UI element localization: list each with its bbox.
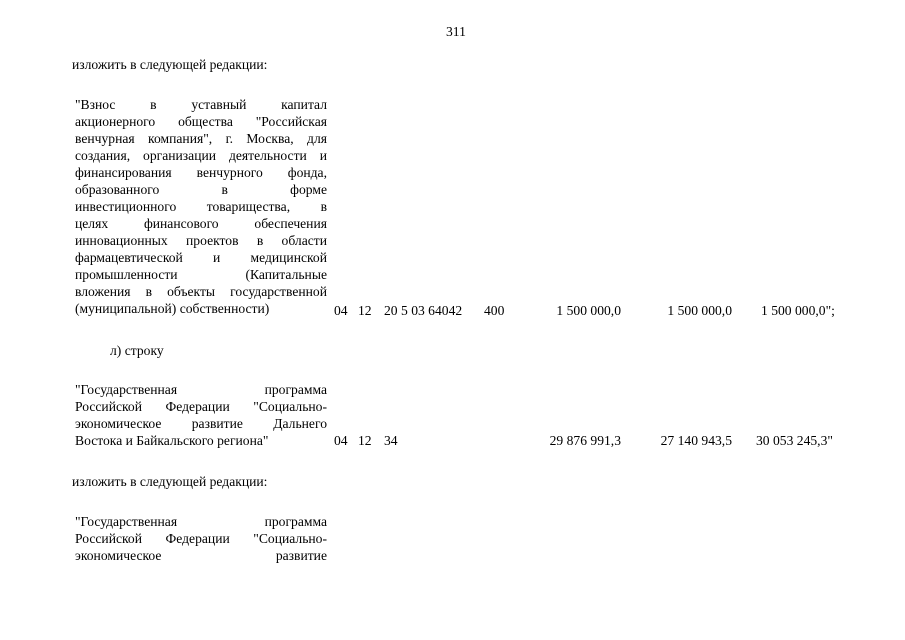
intro-text: изложить в следующей редакции: bbox=[72, 57, 268, 72]
desc-line: Востока и Байкальского региона" bbox=[75, 433, 269, 448]
desc-line: финансирования венчурного фонда, bbox=[75, 165, 327, 180]
row-2-sum-2: 27 140 943,5 bbox=[660, 433, 732, 448]
row-1-sum-2: 1 500 000,0 bbox=[667, 303, 732, 318]
desc-line: инновационных проектов в области bbox=[75, 233, 327, 248]
desc-line: Российской Федерации "Социально- bbox=[75, 399, 327, 414]
desc-line: образованного в форме bbox=[75, 182, 327, 197]
desc-line: экономическое развитие Дальнего bbox=[75, 416, 327, 431]
desc-line: фармацевтической и медицинской bbox=[75, 250, 327, 265]
desc-line: промышленности (Капитальные bbox=[75, 267, 327, 282]
row-1-sum-3: 1 500 000,0"; bbox=[761, 303, 835, 318]
desc-line: инвестиционного товарищества, в bbox=[75, 199, 327, 214]
intro-text-2: изложить в следующей редакции: bbox=[72, 474, 268, 489]
row-2-csr: 34 bbox=[384, 433, 398, 448]
desc-line: Российской Федерации "Социально- bbox=[75, 531, 327, 546]
row-1-csr: 20 5 03 64042 bbox=[384, 303, 463, 318]
row-1-sum-1: 1 500 000,0 bbox=[556, 303, 621, 318]
row-3-description bbox=[75, 513, 327, 564]
desc-line: (муниципальной) собственности) bbox=[75, 301, 270, 316]
row-2-pr: 12 bbox=[358, 433, 372, 448]
desc-line: целях финансового обеспечения bbox=[75, 216, 327, 231]
desc-line: "Взнос в уставный капитал bbox=[75, 97, 327, 112]
desc-line: венчурная компания", г. Москва, для bbox=[75, 131, 327, 146]
row-2-sum-3: 30 053 245,3" bbox=[756, 433, 833, 448]
row-1-vr: 400 bbox=[484, 303, 505, 318]
desc-line: акционерного общества "Российская bbox=[75, 114, 327, 129]
row-2-description bbox=[75, 381, 327, 449]
row-2-rz: 04 bbox=[334, 433, 348, 448]
desc-line: вложения в объекты государственной bbox=[75, 284, 327, 299]
desc-line: экономическое развитие bbox=[75, 548, 327, 563]
desc-line: "Государственная программа bbox=[75, 514, 327, 529]
row-1-rz: 04 bbox=[334, 303, 348, 318]
row-2-sum-1: 29 876 991,3 bbox=[549, 433, 621, 448]
row-1-description bbox=[75, 96, 327, 317]
row-1-pr: 12 bbox=[358, 303, 372, 318]
desc-line: "Государственная программа bbox=[75, 382, 327, 397]
page-number: 311 bbox=[446, 24, 466, 39]
desc-line: создания, организации деятельности и bbox=[75, 148, 327, 163]
item-l: л) строку bbox=[110, 343, 164, 358]
